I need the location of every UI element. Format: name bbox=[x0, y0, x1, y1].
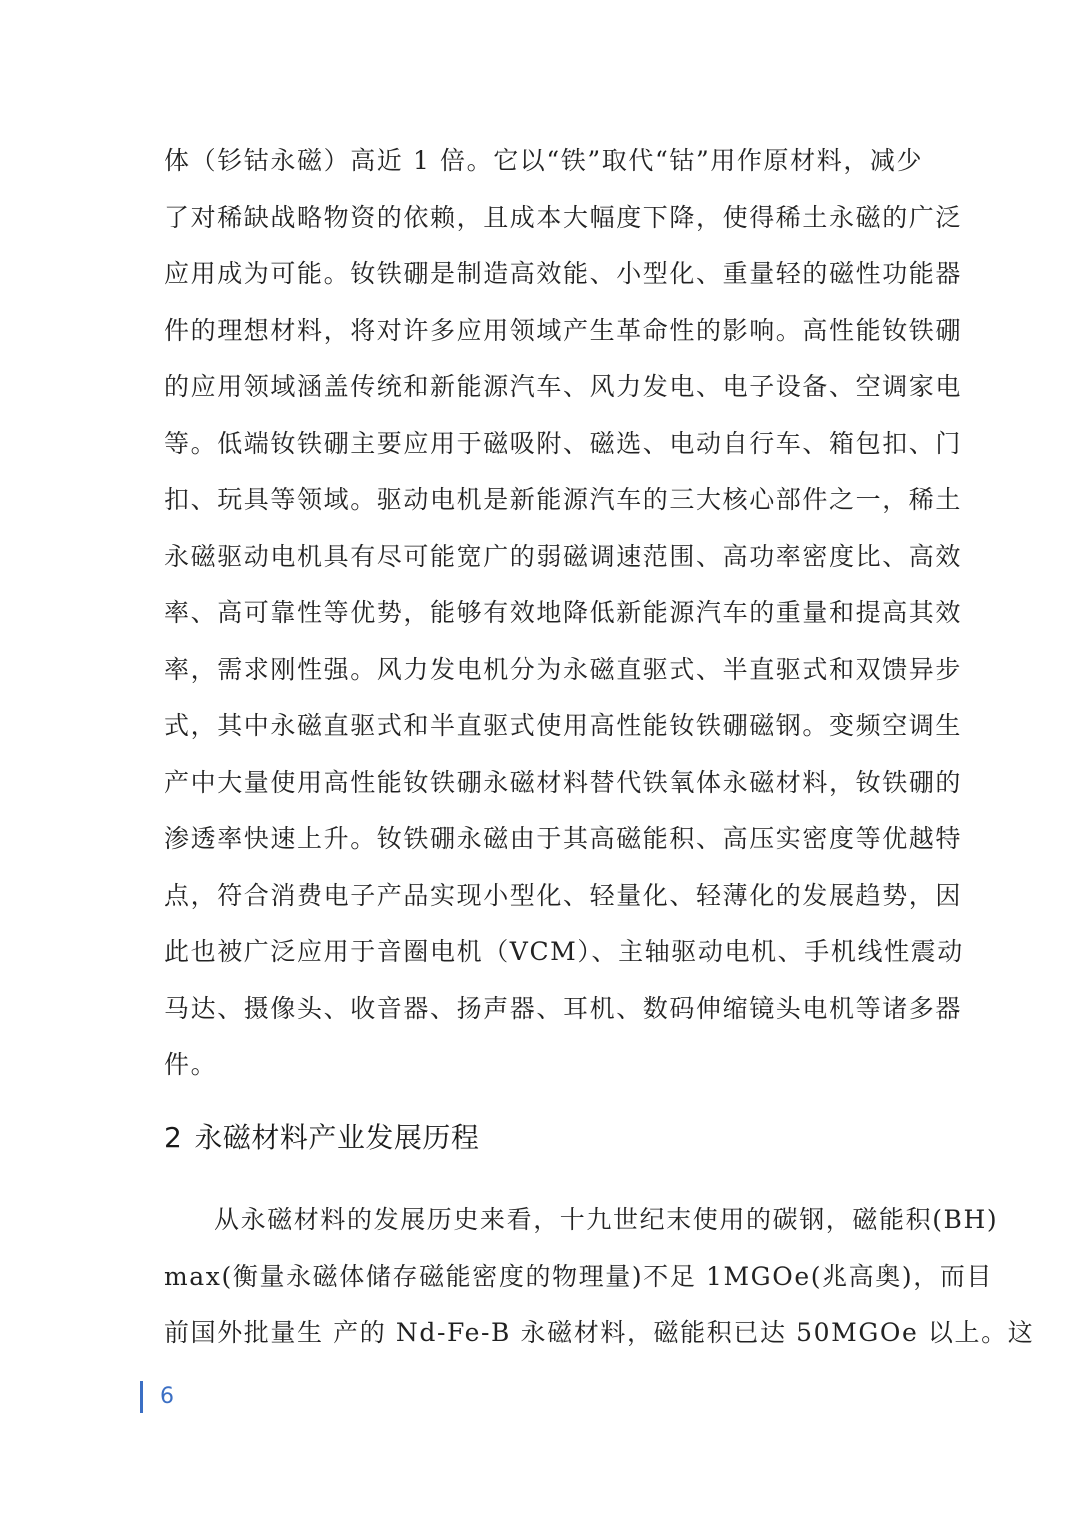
text-line: 体（钐钴永磁）高近 1 倍。它以“铁”取代“钴”用作原材料，减少 bbox=[164, 146, 924, 175]
text-line: 了对稀缺战略物资的依赖，且成本大幅度下降，使得稀土永磁的广泛 bbox=[164, 202, 963, 232]
page-number: 6 bbox=[160, 1384, 174, 1409]
body-paragraph bbox=[164, 138, 964, 1099]
text-line: 此也被广泛应用于音圈电机（VCM）、主轴驱动电机、手机线性震动 bbox=[164, 937, 964, 966]
text-line: 件的理想材料，将对许多应用领域产生革命性的影响。高性能钕铁硼 bbox=[164, 315, 963, 345]
text-line: 扣、玩具等领域。驱动电机是新能源汽车的三大核心部件之一，稀土 bbox=[164, 485, 963, 514]
section-paragraph bbox=[164, 1197, 1035, 1367]
section-heading bbox=[164, 1116, 479, 1156]
text-line: 率、高可靠性等优势，能够有效地降低新能源汽车的重量和提高其效 bbox=[164, 598, 963, 627]
text-line: 从永磁材料的发展历史来看，十九世纪末使用的碳钢，磁能积(BH) bbox=[214, 1205, 999, 1234]
text-line: 式，其中永磁直驱式和半直驱式使用高性能钕铁硼磁钢。变频空调生 bbox=[164, 711, 963, 740]
text-line: 马达、摄像头、收音器、扬声器、耳机、数码伸缩镜头电机等诸多器 bbox=[164, 993, 963, 1023]
text-line: 点，符合消费电子产品实现小型化、轻量化、轻薄化的发展趋势，因 bbox=[164, 880, 963, 910]
section-number: 2 bbox=[164, 1121, 183, 1154]
footer-accent-bar bbox=[140, 1381, 143, 1413]
text-line: 产中大量使用高性能钕铁硼永磁材料替代铁氧体永磁材料，钕铁硼的 bbox=[164, 767, 963, 797]
text-line: 渗透率快速上升。钕铁硼永磁由于其高磁能积、高压实密度等优越特 bbox=[164, 824, 963, 853]
text-line: 应用成为可能。钕铁硼是制造高效能、小型化、重量轻的磁性功能器 bbox=[164, 259, 963, 288]
section-title: 永磁材料产业发展历程 bbox=[194, 1121, 480, 1154]
text-line: 件。 bbox=[164, 1050, 218, 1079]
text-line: max(衡量永磁体储存磁能密度的物理量)不足 1MGOe(兆高奥)，而目 bbox=[164, 1261, 994, 1291]
text-line: 前国外批量生 产的 Nd-Fe-B 永磁材料，磁能积已达 50MGOe 以上。这 bbox=[164, 1318, 1035, 1347]
text-line: 永磁驱动电机具有尽可能宽广的弱磁调速范围、高功率密度比、高效 bbox=[164, 541, 963, 571]
text-line: 率，需求刚性强。风力发电机分为永磁直驱式、半直驱式和双馈异步 bbox=[164, 654, 963, 684]
text-line: 等。低端钕铁硼主要应用于磁吸附、磁选、电动自行车、箱包扣、门 bbox=[164, 428, 963, 458]
text-line: 的应用领域涵盖传统和新能源汽车、风力发电、电子设备、空调家电 bbox=[164, 372, 963, 401]
